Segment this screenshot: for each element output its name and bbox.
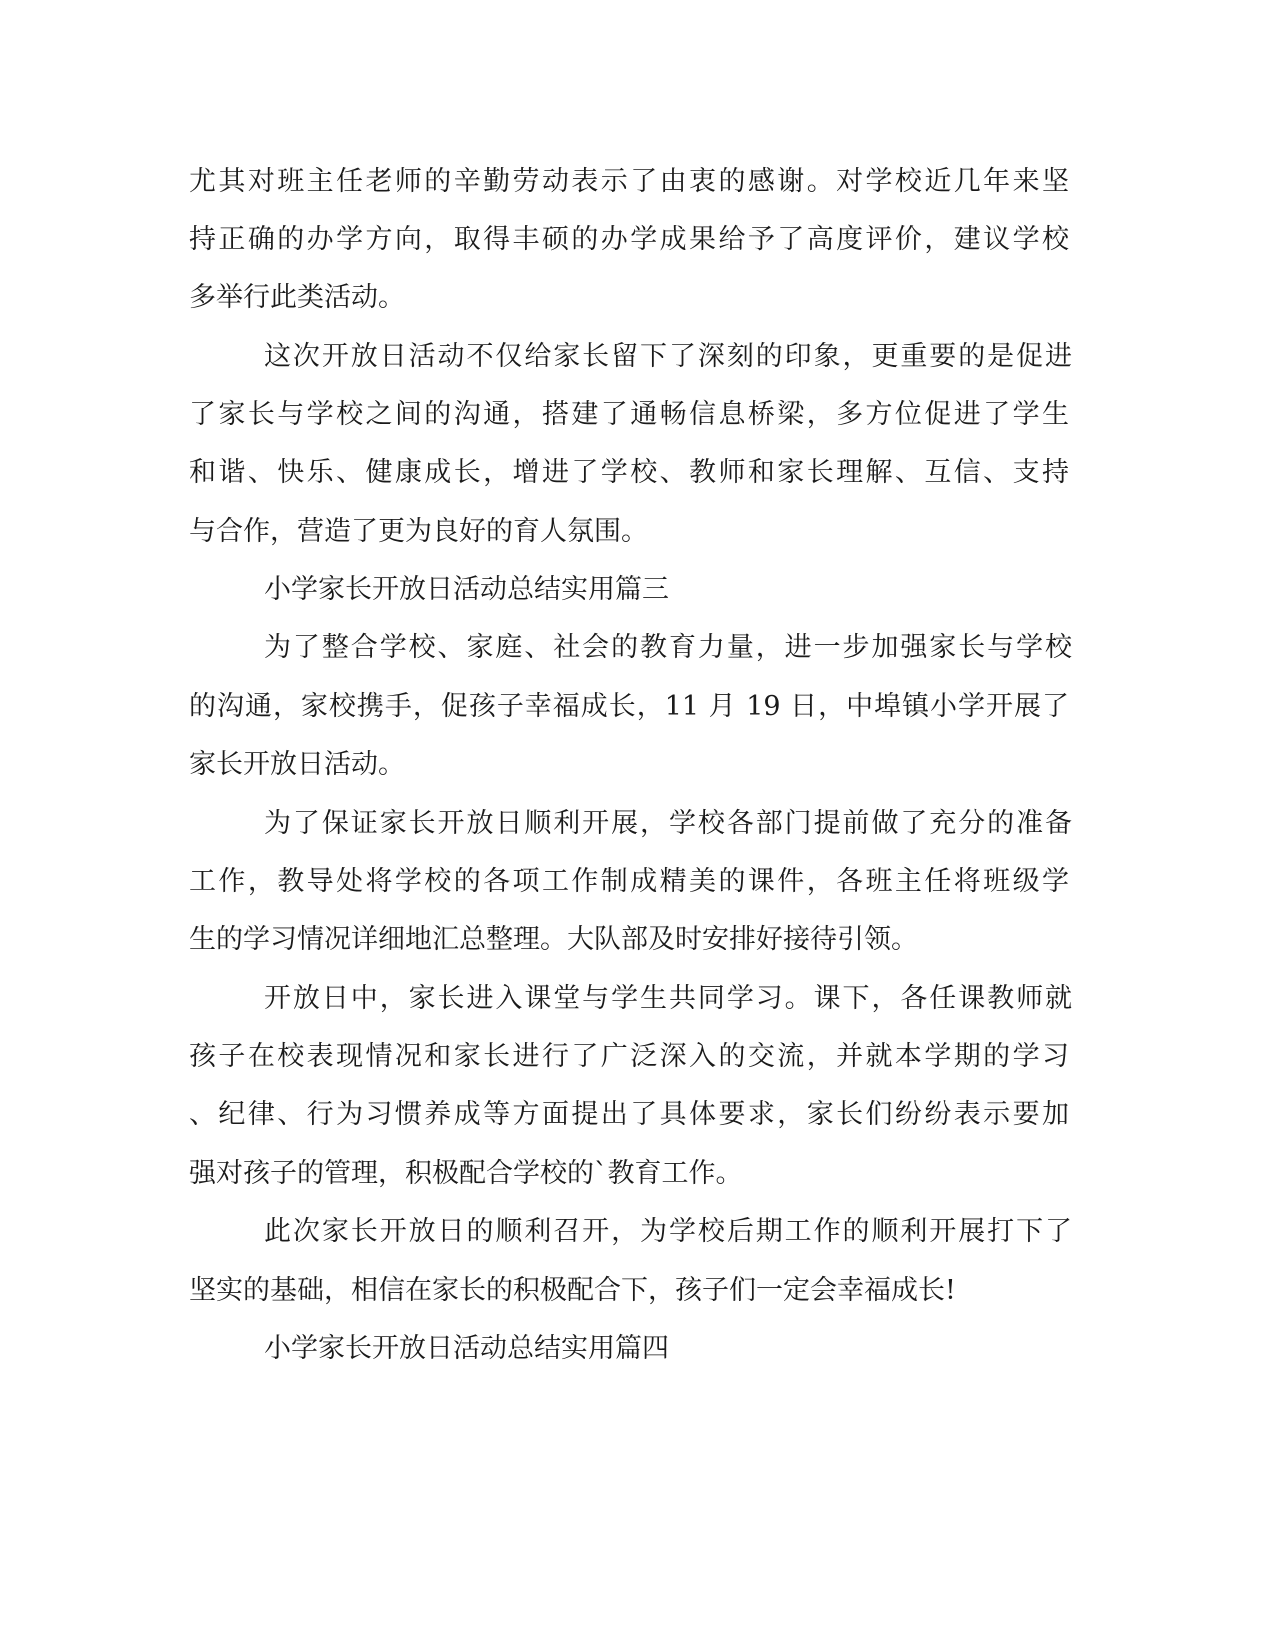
section-heading: 小学家长开放日活动总结实用篇四 (264, 1333, 669, 1364)
text-line: 与合作，营造了更为良好的育人氛围。 (189, 516, 648, 547)
text-line: 为了保证家长开放日顺利开展，学校各部门提前做了充分的准备 (264, 808, 1072, 839)
text-line: 生的学习情况详细地汇总整理。大队部及时安排好接待引领。 (189, 924, 918, 955)
text-line: 持正确的办学方向，取得丰硕的办学成果给予了高度评价，建议学校 (189, 224, 1069, 255)
text-line: 家长开放日活动。 (189, 749, 405, 780)
text-line: 尤其对班主任老师的辛勤劳动表示了由衷的感谢。对学校近几年来坚 (189, 166, 1069, 197)
text-line: 多举行此类活动。 (189, 282, 405, 313)
text-line: 此次家长开放日的顺利召开，为学校后期工作的顺利开展打下了 (264, 1216, 1072, 1247)
text-line: 的沟通，家校携手，促孩子幸福成长，11 月 19 日，中埠镇小学开展了 (189, 691, 1069, 722)
text-line: 这次开放日活动不仅给家长留下了深刻的印象，更重要的是促进 (264, 341, 1072, 372)
text-line: 工作，教导处将学校的各项工作制成精美的课件，各班主任将班级学 (189, 866, 1069, 897)
text-line: 开放日中，家长进入课堂与学生共同学习。课下，各任课教师就 (264, 983, 1072, 1014)
section-heading: 小学家长开放日活动总结实用篇三 (264, 574, 669, 605)
text-line: 、纪律、行为习惯养成等方面提出了具体要求，家长们纷纷表示要加 (189, 1099, 1069, 1130)
text-line: 坚实的基础，相信在家长的积极配合下，孩子们一定会幸福成长! (189, 1275, 956, 1306)
text-line: 强对孩子的管理，积极配合学校的`教育工作。 (189, 1158, 743, 1189)
text-line: 了家长与学校之间的沟通，搭建了通畅信息桥梁，多方位促进了学生 (189, 399, 1069, 430)
text-line: 孩子在校表现情况和家长进行了广泛深入的交流，并就本学期的学习 (189, 1041, 1069, 1072)
text-line: 为了整合学校、家庭、社会的教育力量，进一步加强家长与学校 (264, 632, 1072, 663)
text-line: 和谐、快乐、健康成长，增进了学校、教师和家长理解、互信、支持 (189, 457, 1069, 488)
